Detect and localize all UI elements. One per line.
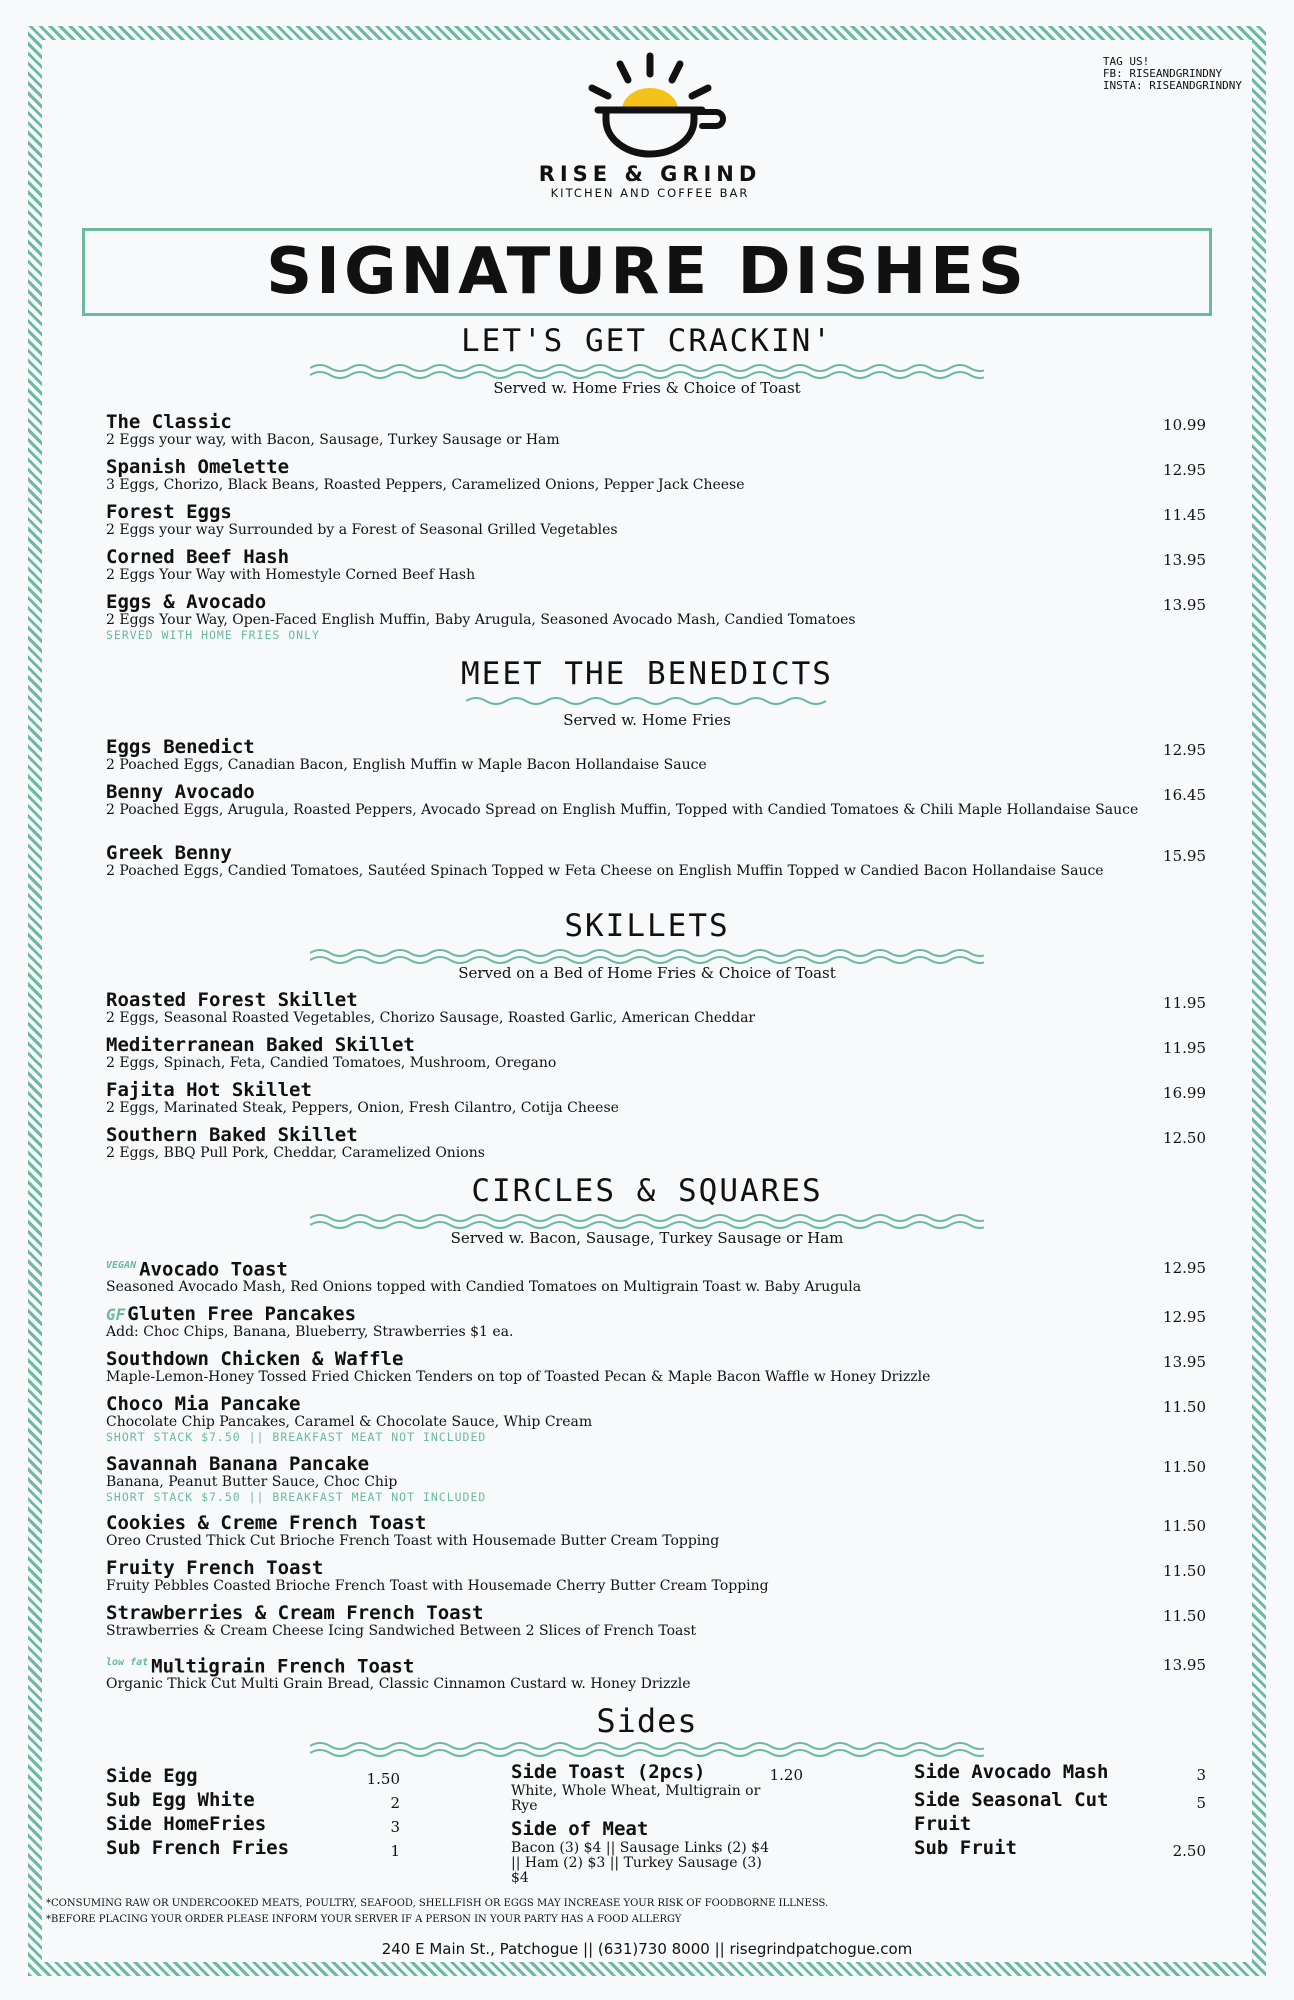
wave-divider bbox=[310, 1212, 984, 1230]
item-name: Mediterranean Baked Skillet bbox=[106, 1034, 415, 1056]
item-desc: 2 Poached Eggs, Candied Tomatoes, Sautéed Spinach Topped w Feta Cheese on English Muffin Topped w Candied Bacon Hollandaise Sauce bbox=[106, 863, 1104, 879]
side-item bbox=[511, 1760, 803, 1784]
side-name: Side of Meat bbox=[511, 1818, 649, 1840]
section-note: Served w. Bacon, Sausage, Turkey Sausage or Ham bbox=[450, 1229, 844, 1247]
item-name: Corned Beef Hash bbox=[106, 546, 290, 568]
item-price: 13.95 bbox=[1163, 1656, 1206, 1674]
side-name: Side Egg bbox=[106, 1765, 198, 1787]
item-name: Forest Eggs bbox=[106, 501, 232, 523]
sides-column-2 bbox=[511, 1760, 803, 1886]
menu-item bbox=[106, 592, 1206, 643]
item-note: SERVED WITH HOME FRIES ONLY bbox=[106, 628, 320, 642]
item-price: 12.95 bbox=[1163, 741, 1206, 759]
side-name: Side Avocado Mash bbox=[914, 1761, 1109, 1783]
item-name: Greek Benny bbox=[106, 842, 232, 864]
item-price: 13.95 bbox=[1163, 551, 1206, 569]
page-title-text: SIGNATURE DISHES bbox=[266, 235, 1028, 309]
item-price: 11.50 bbox=[1163, 1398, 1206, 1416]
item-name bbox=[106, 1255, 1206, 1280]
sides-heading: Sides bbox=[596, 1702, 698, 1740]
item-price: 11.45 bbox=[1163, 506, 1206, 524]
side-price: 2.50 bbox=[1172, 1842, 1206, 1860]
item-desc: Fruity Pebbles Coasted Brioche French Toast with Housemade Cherry Butter Cream Topping bbox=[106, 1578, 769, 1594]
side-item bbox=[106, 1764, 400, 1788]
item-desc: 2 Eggs your way Surrounded by a Forest of Seasonal Grilled Vegetables bbox=[106, 522, 618, 538]
item-name: The Classic bbox=[106, 411, 232, 433]
tag-instagram: INSTA: RISEANDGRINDNY bbox=[1102, 79, 1242, 92]
item-price: 12.95 bbox=[1163, 1308, 1206, 1326]
menu-item bbox=[106, 737, 1206, 773]
item-name: Savannah Banana Pancake bbox=[106, 1453, 370, 1475]
item-price: 11.50 bbox=[1163, 1607, 1206, 1625]
item-desc: 2 Eggs your way, with Bacon, Sausage, Turkey Sausage or Ham bbox=[106, 432, 560, 448]
item-name: Spanish Omelette bbox=[106, 456, 290, 478]
section-note: Served on a Bed of Home Fries & Choice of Toast bbox=[458, 964, 836, 982]
item-price: 13.95 bbox=[1163, 596, 1206, 614]
item-desc: 2 Eggs, BBQ Pull Pork, Cheddar, Caramelized Onions bbox=[106, 1145, 485, 1161]
item-price: 11.50 bbox=[1163, 1562, 1206, 1580]
side-item bbox=[914, 1760, 1206, 1784]
item-desc: 2 Eggs, Spinach, Feta, Candied Tomatoes, Mushroom, Oregano bbox=[106, 1055, 557, 1071]
side-desc: White, Whole Wheat, Multigrain or Rye bbox=[511, 1783, 761, 1814]
side-price: 3 bbox=[1196, 1766, 1206, 1784]
item-name: Eggs & Avocado bbox=[106, 591, 267, 613]
item-name-text: Gluten Free Pancakes bbox=[127, 1303, 357, 1325]
item-price: 16.99 bbox=[1163, 1084, 1206, 1102]
item-name: Benny Avocado bbox=[106, 781, 255, 803]
item-desc: 2 Poached Eggs, Canadian Bacon, English Muffin w Maple Bacon Hollandaise Sauce bbox=[106, 757, 707, 773]
menu-item bbox=[106, 502, 1206, 538]
menu-item bbox=[106, 1513, 1206, 1549]
item-price: 11.95 bbox=[1163, 994, 1206, 1012]
menu-item bbox=[106, 1349, 1206, 1385]
menu-item bbox=[106, 1454, 1206, 1505]
sides-column-3 bbox=[914, 1760, 1206, 1860]
menu-item bbox=[106, 457, 1206, 493]
wave-divider bbox=[310, 947, 984, 965]
item-name: Eggs Benedict bbox=[106, 736, 255, 758]
menu-item bbox=[106, 547, 1206, 583]
item-desc: Organic Thick Cut Multi Grain Bread, Classic Cinnamon Custard w. Honey Drizzle bbox=[106, 1676, 691, 1693]
coffee-cup-sun-icon bbox=[570, 50, 730, 160]
side-name: Side Toast (2pcs) bbox=[511, 1761, 706, 1783]
brand-name: RISE & GRIND bbox=[538, 162, 762, 186]
item-note: SHORT STACK $7.50 || BREAKFAST MEAT NOT INCLUDED bbox=[106, 1490, 487, 1504]
item-name-text: Multigrain French Toast bbox=[151, 1655, 415, 1678]
item-desc: 3 Eggs, Chorizo, Black Beans, Roasted Peppers, Caramelized Onions, Pepper Jack Cheese bbox=[106, 477, 745, 493]
menu-item bbox=[106, 990, 1206, 1026]
wave-divider bbox=[310, 1740, 984, 1758]
item-price: 12.95 bbox=[1163, 1259, 1206, 1277]
side-desc: Bacon (3) $4 || Sausage Links (2) $4 || Ham (2) $3 || Turkey Sausage (3) $4 bbox=[511, 1840, 769, 1886]
item-desc: Seasoned Avocado Mash, Red Onions topped with Candied Tomatoes on Multigrain Toast w. Baby Arugula bbox=[106, 1279, 862, 1296]
item-name bbox=[106, 1304, 1206, 1325]
footnote-raw-food: *CONSUMING RAW OR UNDERCOOKED MEATS, POULTRY, SEAFOOD, SHELLFISH OR EGGS MAY INCREASE YOUR RISK OF FOODBORNE ILLNESS. bbox=[46, 1898, 829, 1909]
section-heading: MEET THE BENEDICTS bbox=[461, 656, 833, 692]
menu-item bbox=[106, 1652, 1206, 1692]
tag-facebook: FB: RISEANDGRINDNY bbox=[1102, 67, 1223, 80]
item-note: SHORT STACK $7.50 || BREAKFAST MEAT NOT INCLUDED bbox=[106, 1430, 487, 1444]
menu-item bbox=[106, 1125, 1206, 1161]
section-heading: SKILLETS bbox=[564, 908, 730, 944]
item-price: 13.95 bbox=[1163, 1353, 1206, 1371]
item-price: 16.45 bbox=[1163, 786, 1206, 804]
menu-item bbox=[106, 843, 1206, 879]
menu-item bbox=[106, 1080, 1206, 1116]
menu-item bbox=[106, 412, 1206, 448]
side-price: 5 bbox=[1196, 1794, 1206, 1812]
item-desc: 2 Eggs Your Way with Homestyle Corned Beef Hash bbox=[106, 567, 476, 583]
wave-divider bbox=[310, 362, 984, 380]
item-desc: 2 Poached Eggs, Arugula, Roasted Peppers, Avocado Spread on English Muffin, Topped with Candied Tomatoes & Chili Maple Hollandaise Sauce bbox=[106, 802, 1139, 818]
footnote-allergy: *BEFORE PLACING YOUR ORDER PLEASE INFORM YOUR SERVER IF A PERSON IN YOUR PARTY HAS A FOOD ALLERGY bbox=[46, 1914, 682, 1925]
item-price: 11.50 bbox=[1163, 1458, 1206, 1476]
item-price: 12.50 bbox=[1163, 1129, 1206, 1147]
vegan-badge: VEGAN bbox=[106, 1260, 137, 1271]
menu-item bbox=[106, 782, 1206, 818]
item-name: Southdown Chicken & Waffle bbox=[106, 1348, 404, 1370]
side-price: 2 bbox=[390, 1794, 400, 1812]
side-name: Side HomeFries bbox=[106, 1813, 267, 1835]
side-item bbox=[511, 1817, 803, 1841]
item-desc: Banana, Peanut Butter Sauce, Choc Chip bbox=[106, 1474, 398, 1490]
section-note: Served w. Home Fries bbox=[563, 711, 731, 729]
gluten-free-badge: GF bbox=[106, 1305, 126, 1324]
item-name: Fruity French Toast bbox=[106, 1557, 324, 1579]
low-fat-badge: low fat bbox=[106, 1657, 149, 1668]
item-desc: Strawberries & Cream Cheese Icing Sandwiched Between 2 Slices of French Toast bbox=[106, 1623, 697, 1639]
item-name: Strawberries & Cream French Toast bbox=[106, 1602, 484, 1624]
item-desc: 2 Eggs Your Way, Open-Faced English Muffin, Baby Arugula, Seasoned Avocado Mash, Candied Tomatoes bbox=[106, 612, 856, 628]
section-note: Served w. Home Fries & Choice of Toast bbox=[493, 379, 801, 397]
item-desc: Maple-Lemon-Honey Tossed Fried Chicken Tenders on top of Toasted Pecan & Maple Bacon Waffle w Honey Drizzle bbox=[106, 1369, 931, 1385]
page-title bbox=[82, 228, 1212, 316]
item-price: 12.95 bbox=[1163, 461, 1206, 479]
item-desc: Chocolate Chip Pancakes, Caramel & Chocolate Sauce, Whip Cream bbox=[106, 1414, 593, 1430]
tag-line: TAG US! bbox=[1102, 55, 1150, 68]
item-name: Fajita Hot Skillet bbox=[106, 1079, 312, 1101]
side-price: 1 bbox=[390, 1842, 400, 1860]
item-price: 11.50 bbox=[1163, 1517, 1206, 1535]
side-name: Sub Fruit bbox=[914, 1837, 1017, 1859]
side-item bbox=[914, 1836, 1206, 1860]
item-name: Roasted Forest Skillet bbox=[106, 989, 358, 1011]
item-desc: Add: Choc Chips, Banana, Blueberry, Strawberries $1 ea. bbox=[106, 1324, 514, 1340]
side-price: 1.50 bbox=[366, 1770, 400, 1788]
menu-item bbox=[106, 1603, 1206, 1639]
item-price: 11.95 bbox=[1163, 1039, 1206, 1057]
side-name: Sub French Fries bbox=[106, 1837, 290, 1859]
item-name: Southern Baked Skillet bbox=[106, 1124, 358, 1146]
side-item bbox=[106, 1836, 400, 1860]
sides-column-1 bbox=[106, 1764, 400, 1860]
item-price: 10.99 bbox=[1163, 416, 1206, 434]
brand-logo bbox=[510, 50, 790, 200]
menu-item bbox=[106, 1304, 1206, 1340]
side-price: 3 bbox=[390, 1818, 400, 1836]
address-line: 240 E Main St., Patchogue || (631)730 8000 || risegrindpatchogue.com bbox=[381, 1940, 913, 1958]
brand-subtitle: KITCHEN AND COFFEE BAR bbox=[550, 186, 750, 200]
item-name-text: Avocado Toast bbox=[139, 1258, 288, 1281]
side-name: Side Seasonal Cut Fruit bbox=[914, 1789, 1109, 1835]
side-item bbox=[914, 1788, 1206, 1836]
side-name: Sub Egg White bbox=[106, 1789, 255, 1811]
item-price: 15.95 bbox=[1163, 847, 1206, 865]
item-desc: 2 Eggs, Seasonal Roasted Vegetables, Chorizo Sausage, Roasted Garlic, American Cheddar bbox=[106, 1010, 756, 1026]
item-desc: 2 Eggs, Marinated Steak, Peppers, Onion, Fresh Cilantro, Cotija Cheese bbox=[106, 1100, 619, 1116]
item-desc: Oreo Crusted Thick Cut Brioche French Toast with Housemade Butter Cream Topping bbox=[106, 1533, 720, 1549]
item-name: Choco Mia Pancake bbox=[106, 1393, 301, 1415]
menu-item bbox=[106, 1035, 1206, 1071]
section-heading: LET'S GET CRACKIN' bbox=[461, 323, 833, 359]
item-name: Cookies & Creme French Toast bbox=[106, 1512, 427, 1534]
menu-item bbox=[106, 1255, 1206, 1295]
side-item bbox=[106, 1788, 400, 1812]
side-price: 1.20 bbox=[769, 1766, 803, 1784]
item-name bbox=[106, 1652, 1206, 1677]
menu-item bbox=[106, 1558, 1206, 1594]
menu-item bbox=[106, 1394, 1206, 1445]
section-heading: CIRCLES & SQUARES bbox=[471, 1173, 823, 1209]
social-tags bbox=[1103, 56, 1242, 92]
side-item bbox=[106, 1812, 400, 1836]
